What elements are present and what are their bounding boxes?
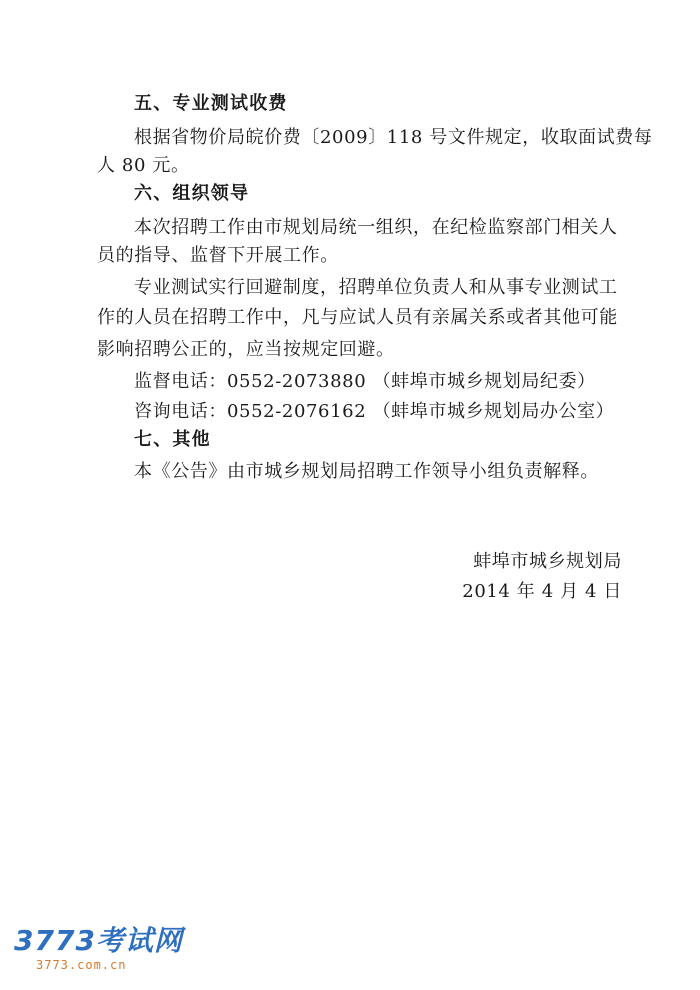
signature-date: 2014 年 4 月 4 日 xyxy=(462,581,622,602)
paragraph-line: 影响招聘公正的，应当按规定回避。 xyxy=(97,339,395,360)
inquiry-phone: 咨询电话：0552-2076162 （蚌埠市城乡规划局办公室） xyxy=(134,401,615,422)
paragraph-line: 人 80 元。 xyxy=(97,155,190,176)
section-heading-organization: 六、组织领导 xyxy=(134,183,250,204)
watermark-logo: 3773考试网 xyxy=(14,924,183,957)
site-watermark xyxy=(14,926,184,976)
paragraph-line: 本次招聘工作由市规划局统一组织，在纪检监察部门相关人 xyxy=(134,217,618,238)
watermark-url: 3773.com.cn xyxy=(36,958,127,972)
signature-organization: 蚌埠市城乡规划局 xyxy=(473,551,622,572)
section-heading-fee: 五、专业测试收费 xyxy=(134,93,288,114)
paragraph-line: 员的指导、监督下开展工作。 xyxy=(97,245,339,266)
paragraph-line: 专业测试实行回避制度，招聘单位负责人和从事专业测试工 xyxy=(134,277,618,298)
section-heading-other: 七、其他 xyxy=(134,429,211,450)
paragraph-line: 作的人员在招聘工作中，凡与应试人员有亲属关系或者其他可能 xyxy=(97,307,618,328)
supervision-phone: 监督电话：0552-2073880 （蚌埠市城乡规划局纪委） xyxy=(134,371,596,392)
paragraph-line: 本《公告》由市城乡规划局招聘工作领导小组负责解释。 xyxy=(134,461,599,482)
paragraph-line: 根据省物价局皖价费〔2009〕118 号文件规定，收取面试费每 xyxy=(134,127,653,148)
